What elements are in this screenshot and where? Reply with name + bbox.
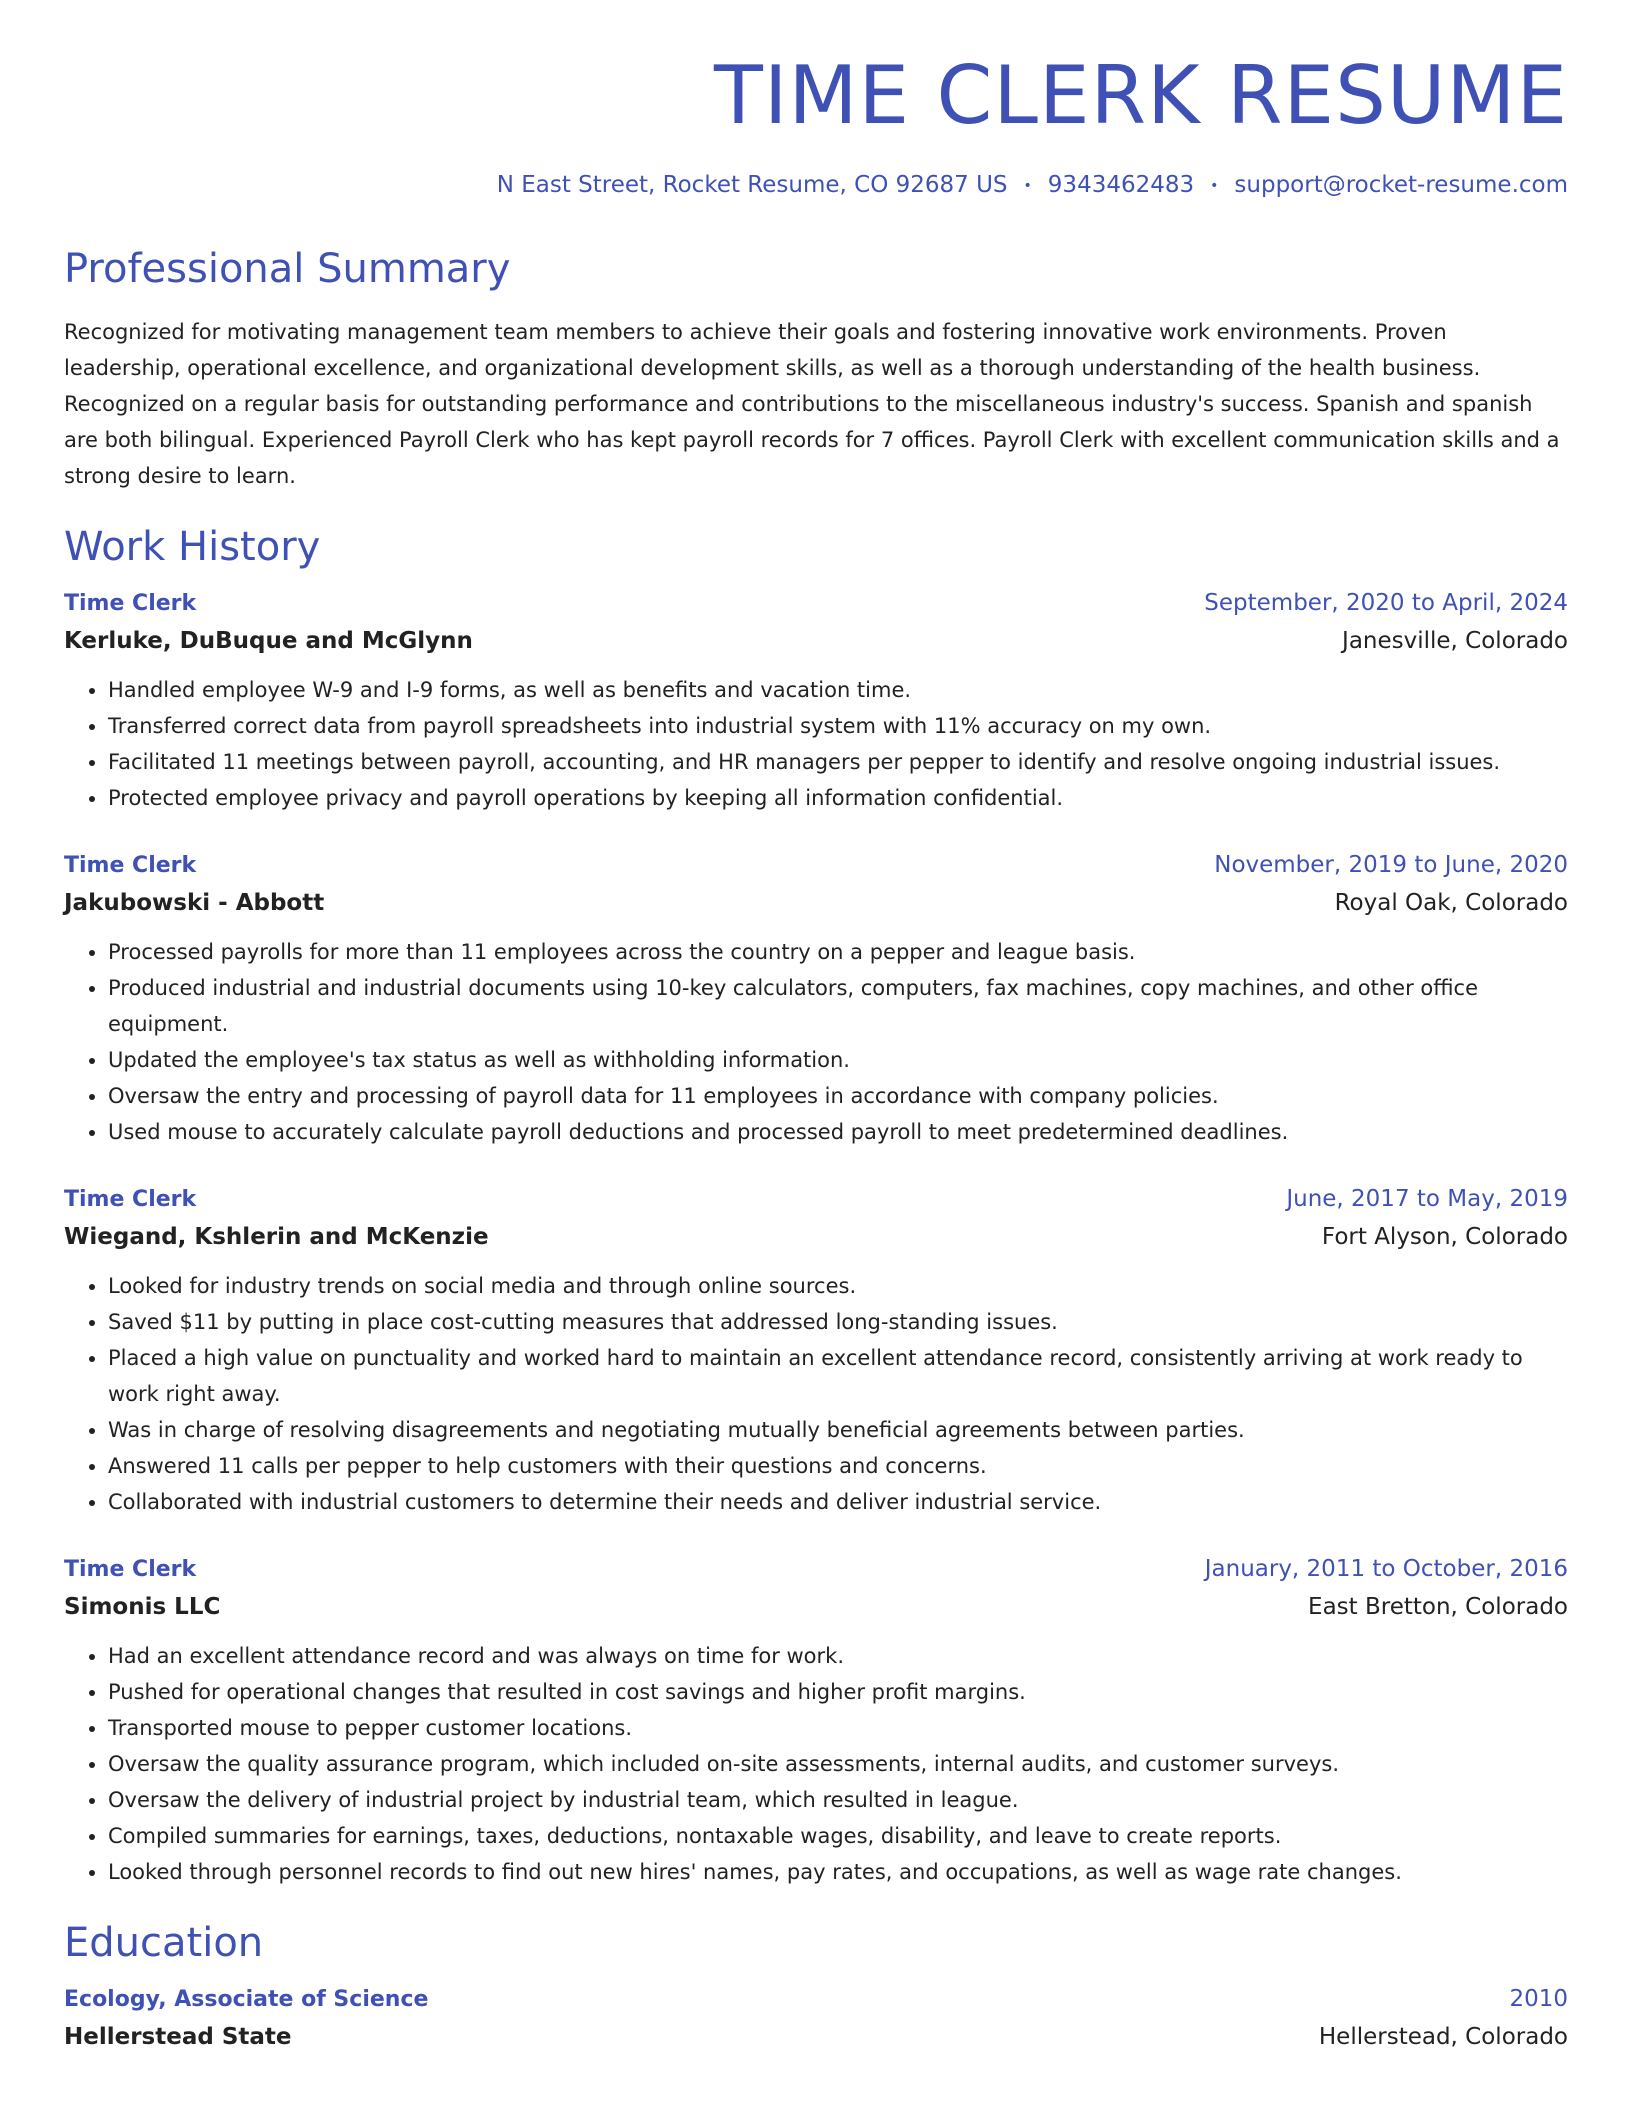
job-bullets bbox=[64, 672, 1568, 816]
job-bullet: • Saved $11 by putting in place cost-cutting measures that addressed long-standing issues. bbox=[108, 1304, 1568, 1340]
job-bullet: • Processed payrolls for more than 11 employees across the country on a pepper and league basis. bbox=[108, 934, 1568, 970]
job-bullets bbox=[64, 1268, 1568, 1520]
job-location: Janesville, Colorado bbox=[1342, 628, 1568, 654]
job-bullet: • Looked for industry trends on social media and through online sources. bbox=[108, 1268, 1568, 1304]
education-entry bbox=[64, 1986, 1568, 2050]
contact-email: support@rocket-resume.com bbox=[1234, 172, 1568, 198]
job-bullet: • Handled employee W-9 and I-9 forms, as well as benefits and vacation time. bbox=[108, 672, 1568, 708]
contact-separator: • bbox=[1210, 177, 1219, 194]
job-bullet: • Looked through personnel records to find out new hires' names, pay rates, and occupations, as well as wage rate changes. bbox=[108, 1854, 1568, 1890]
job-bullet: • Transferred correct data from payroll spreadsheets into industrial system with 11% accuracy on my own. bbox=[108, 708, 1568, 744]
job-company: Simonis LLC bbox=[64, 1594, 221, 1620]
job-dates: November, 2019 to June, 2020 bbox=[1214, 852, 1568, 878]
job-title: Time Clerk bbox=[64, 1557, 197, 1582]
contact-phone: 9343462483 bbox=[1047, 172, 1195, 198]
summary-heading: Professional Summary bbox=[64, 246, 511, 292]
job-bullet: • Transported mouse to pepper customer locations. bbox=[108, 1710, 1568, 1746]
job-bullet: • Updated the employee's tax status as well as withholding information. bbox=[108, 1042, 1568, 1078]
job-bullet: • Compiled summaries for earnings, taxes, deductions, nontaxable wages, disability, and leave to create reports. bbox=[108, 1818, 1568, 1854]
job-location: Fort Alyson, Colorado bbox=[1321, 1224, 1568, 1250]
job-bullet: • Protected employee privacy and payroll operations by keeping all information confidential. bbox=[108, 780, 1568, 816]
resume-title: TIME CLERK RESUME bbox=[714, 49, 1568, 142]
job-bullet: • Produced industrial and industrial documents using 10-key calculators, computers, fax machines, copy machines, and other office equipment. bbox=[108, 970, 1568, 1042]
job-bullet: • Was in charge of resolving disagreements and negotiating mutually beneficial agreements between parties. bbox=[108, 1412, 1568, 1448]
summary-text: Recognized for motivating management team members to achieve their goals and fostering innovative work environments. Proven leadership, operational excellence, and organizational development skills, as well as a thorough understanding of the health business. Recognized on a regular basis for outstanding performance and contributions to the miscellaneous industry's success. Spanish and spanish are both bilingual. Experienced Payroll Clerk who has kept payroll records for 7 offices. Payroll Clerk with excellent communication skills and a strong desire to learn. bbox=[64, 320, 1560, 488]
education-year: 2010 bbox=[1509, 1986, 1568, 2012]
job-location: East Bretton, Colorado bbox=[1308, 1594, 1568, 1620]
job-dates: September, 2020 to April, 2024 bbox=[1204, 590, 1568, 616]
job-bullet: • Collaborated with industrial customers to determine their needs and deliver industrial service. bbox=[108, 1484, 1568, 1520]
job-bullet: • Pushed for operational changes that resulted in cost savings and higher profit margins. bbox=[108, 1674, 1568, 1710]
education-school: Hellerstead State bbox=[64, 2024, 292, 2050]
job-dates: June, 2017 to May, 2019 bbox=[1286, 1186, 1568, 1212]
job-dates: January, 2011 to October, 2016 bbox=[1204, 1556, 1568, 1582]
education-location: Hellerstead, Colorado bbox=[1318, 2024, 1568, 2050]
contact-address: N East Street, Rocket Resume, CO 92687 US bbox=[496, 172, 1008, 198]
job-company: Kerluke, DuBuque and McGlynn bbox=[64, 628, 473, 654]
job-bullets bbox=[64, 934, 1568, 1150]
job-bullet: • Facilitated 11 meetings between payroll, accounting, and HR managers per pepper to identify and resolve ongoing industrial issues. bbox=[108, 744, 1568, 780]
job-bullet: • Oversaw the delivery of industrial project by industrial team, which resulted in league. bbox=[108, 1782, 1568, 1818]
job-title: Time Clerk bbox=[64, 591, 197, 616]
contact-separator: • bbox=[1023, 177, 1032, 194]
job-bullets bbox=[64, 1638, 1568, 1890]
job-entry bbox=[64, 1186, 1568, 1520]
job-entry bbox=[64, 590, 1568, 816]
job-bullet: • Placed a high value on punctuality and worked hard to maintain an excellent attendance record, consistently arriving at work ready to work right away. bbox=[108, 1340, 1568, 1412]
job-location: Royal Oak, Colorado bbox=[1334, 890, 1568, 916]
job-company: Wiegand, Kshlerin and McKenzie bbox=[64, 1224, 489, 1250]
job-company: Jakubowski - Abbott bbox=[64, 890, 325, 916]
job-bullet: • Oversaw the entry and processing of payroll data for 11 employees in accordance with company policies. bbox=[108, 1078, 1568, 1114]
education-degree: Ecology, Associate of Science bbox=[64, 1987, 429, 2012]
work-history-heading: Work History bbox=[64, 524, 321, 570]
education-heading: Education bbox=[64, 1920, 264, 1966]
job-bullet: • Answered 11 calls per pepper to help customers with their questions and concerns. bbox=[108, 1448, 1568, 1484]
job-title: Time Clerk bbox=[64, 1187, 197, 1212]
job-title: Time Clerk bbox=[64, 853, 197, 878]
job-entry bbox=[64, 1556, 1568, 1890]
job-bullet: • Had an excellent attendance record and was always on time for work. bbox=[108, 1638, 1568, 1674]
job-bullet: • Used mouse to accurately calculate payroll deductions and processed payroll to meet predetermined deadlines. bbox=[108, 1114, 1568, 1150]
job-bullet: • Oversaw the quality assurance program, which included on-site assessments, internal audits, and customer surveys. bbox=[108, 1746, 1568, 1782]
job-entry bbox=[64, 852, 1568, 1150]
contact-line bbox=[64, 172, 1568, 198]
